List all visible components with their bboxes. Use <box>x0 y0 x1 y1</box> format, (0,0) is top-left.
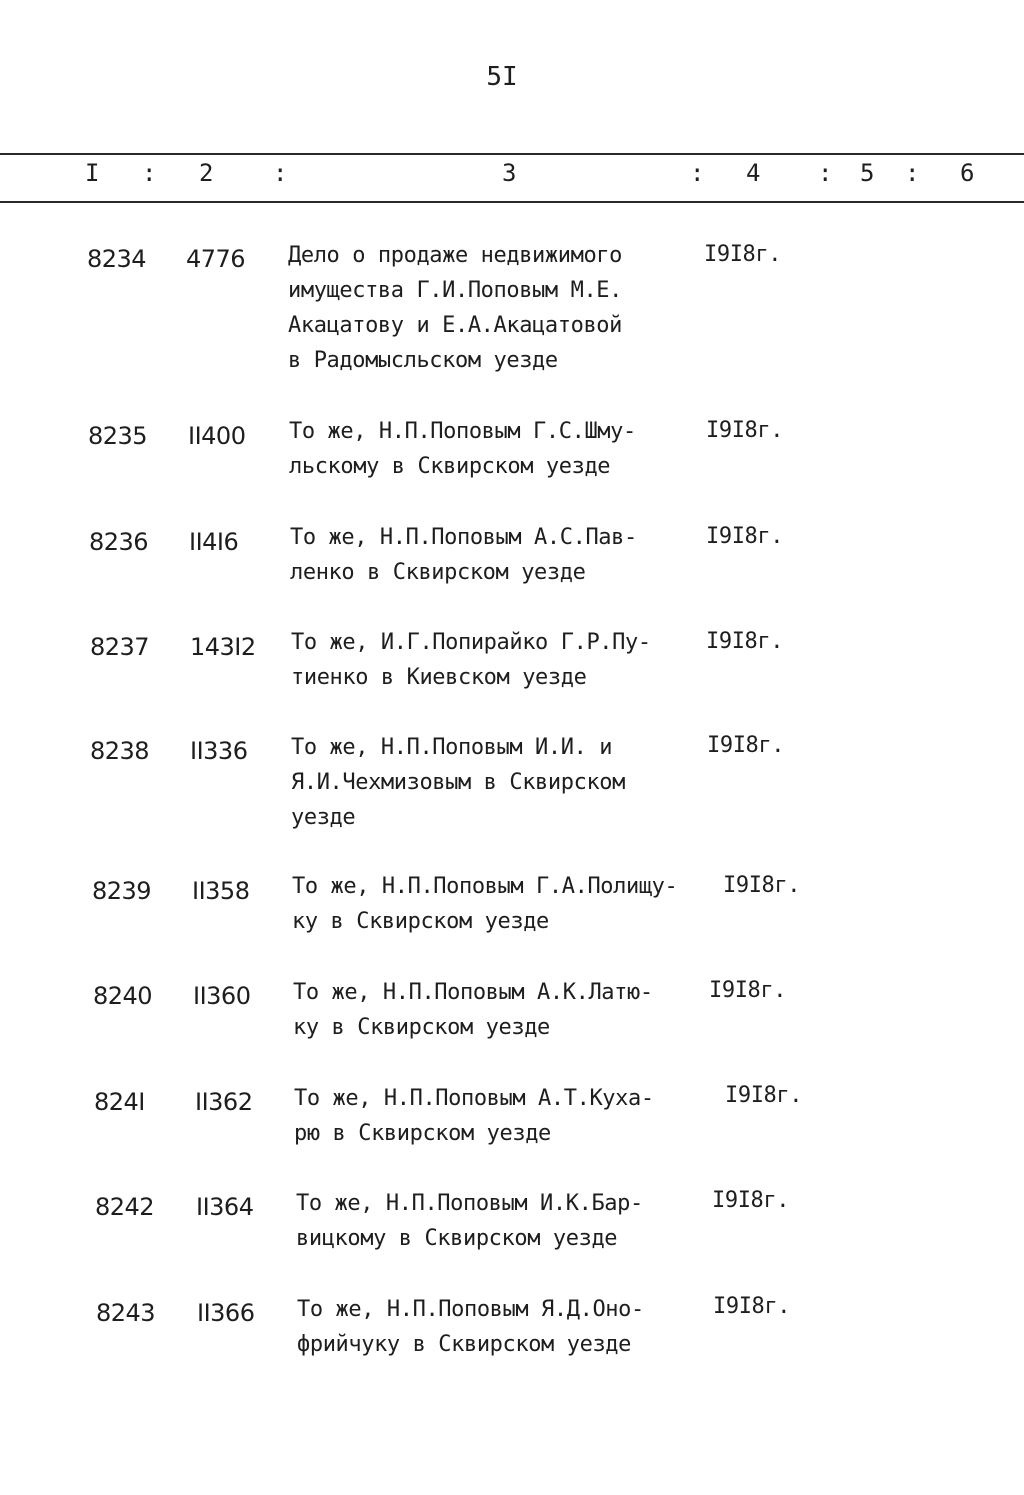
row-number: 8242 <box>95 1193 155 1221</box>
column-header-1: I <box>85 159 100 187</box>
column-separator: : <box>905 159 920 187</box>
fund-number: II4I6 <box>189 528 239 556</box>
column-separator: : <box>273 159 288 187</box>
row-number: 8243 <box>96 1299 156 1327</box>
case-title: То же, Н.П.Поповым А.К.Латю- ку в Сквирском уезде <box>293 980 653 1040</box>
fund-number: II364 <box>196 1193 254 1221</box>
case-title: То же, Н.П.Поповым И.К.Бар- вицкому в Сквирском уезде <box>296 1191 643 1251</box>
case-title: Дело о продаже недвижимого имущества Г.И.Поповым М.Е. Акацатову и Е.А.Акацатовой в Радомысльском уезде <box>288 243 622 373</box>
column-header-3: 3 <box>502 159 517 187</box>
case-title: То же, Н.П.Поповым Я.Д.Оно- фрийчуку в Сквирском уезде <box>297 1297 644 1357</box>
case-title: То же, Н.П.Поповым А.С.Пав- ленко в Сквирском уезде <box>290 525 637 585</box>
case-title: То же, Н.П.Поповым Г.С.Шму- льскому в Сквирском уезде <box>289 419 636 479</box>
column-header-6: 6 <box>960 159 975 187</box>
case-date: I9I8г. <box>709 978 787 1003</box>
row-number: 824I <box>94 1088 145 1116</box>
fund-number: II400 <box>188 422 246 450</box>
case-date: I9I8г. <box>723 873 801 898</box>
case-date: I9I8г. <box>712 1188 790 1213</box>
header-rule-bottom <box>0 201 1024 203</box>
column-header-5: 5 <box>860 159 875 187</box>
fund-number: 4776 <box>186 245 246 273</box>
fund-number: II360 <box>193 982 251 1010</box>
fund-number: 143I2 <box>190 633 256 661</box>
header-rule-top <box>0 153 1024 155</box>
row-number: 8240 <box>93 982 153 1010</box>
case-title: То же, Н.П.Поповым Г.А.Полищу- ку в Сквирском уезде <box>292 874 678 934</box>
row-number: 8235 <box>88 422 148 450</box>
column-header-4: 4 <box>746 159 761 187</box>
case-date: I9I8г. <box>704 242 782 267</box>
row-number: 8237 <box>90 633 150 661</box>
column-separator: : <box>142 159 157 187</box>
row-number: 8239 <box>92 877 152 905</box>
fund-number: II362 <box>195 1088 253 1116</box>
row-number: 8236 <box>89 528 149 556</box>
case-title: То же, Н.П.Поповым А.Т.Куха- рю в Сквирском уезде <box>294 1086 654 1146</box>
fund-number: II358 <box>192 877 250 905</box>
column-header-2: 2 <box>199 159 214 187</box>
case-date: I9I8г. <box>706 524 784 549</box>
page-number: 5I <box>486 62 518 92</box>
case-date: I9I8г. <box>707 733 785 758</box>
case-date: I9I8г. <box>706 418 784 443</box>
column-separator: : <box>818 159 833 187</box>
case-date: I9I8г. <box>713 1294 791 1319</box>
case-title: То же, Н.П.Поповым И.И. и Я.И.Чехмизовым в Сквирском уезде <box>291 735 625 830</box>
fund-number: II366 <box>197 1299 255 1327</box>
row-number: 8238 <box>90 737 150 765</box>
case-title: То же, И.Г.Попирайко Г.Р.Пу- тиенко в Киевском уезде <box>291 630 651 690</box>
row-number: 8234 <box>87 245 147 273</box>
column-separator: : <box>690 159 705 187</box>
fund-number: II336 <box>190 737 248 765</box>
case-date: I9I8г. <box>706 629 784 654</box>
case-date: I9I8г. <box>725 1083 803 1108</box>
